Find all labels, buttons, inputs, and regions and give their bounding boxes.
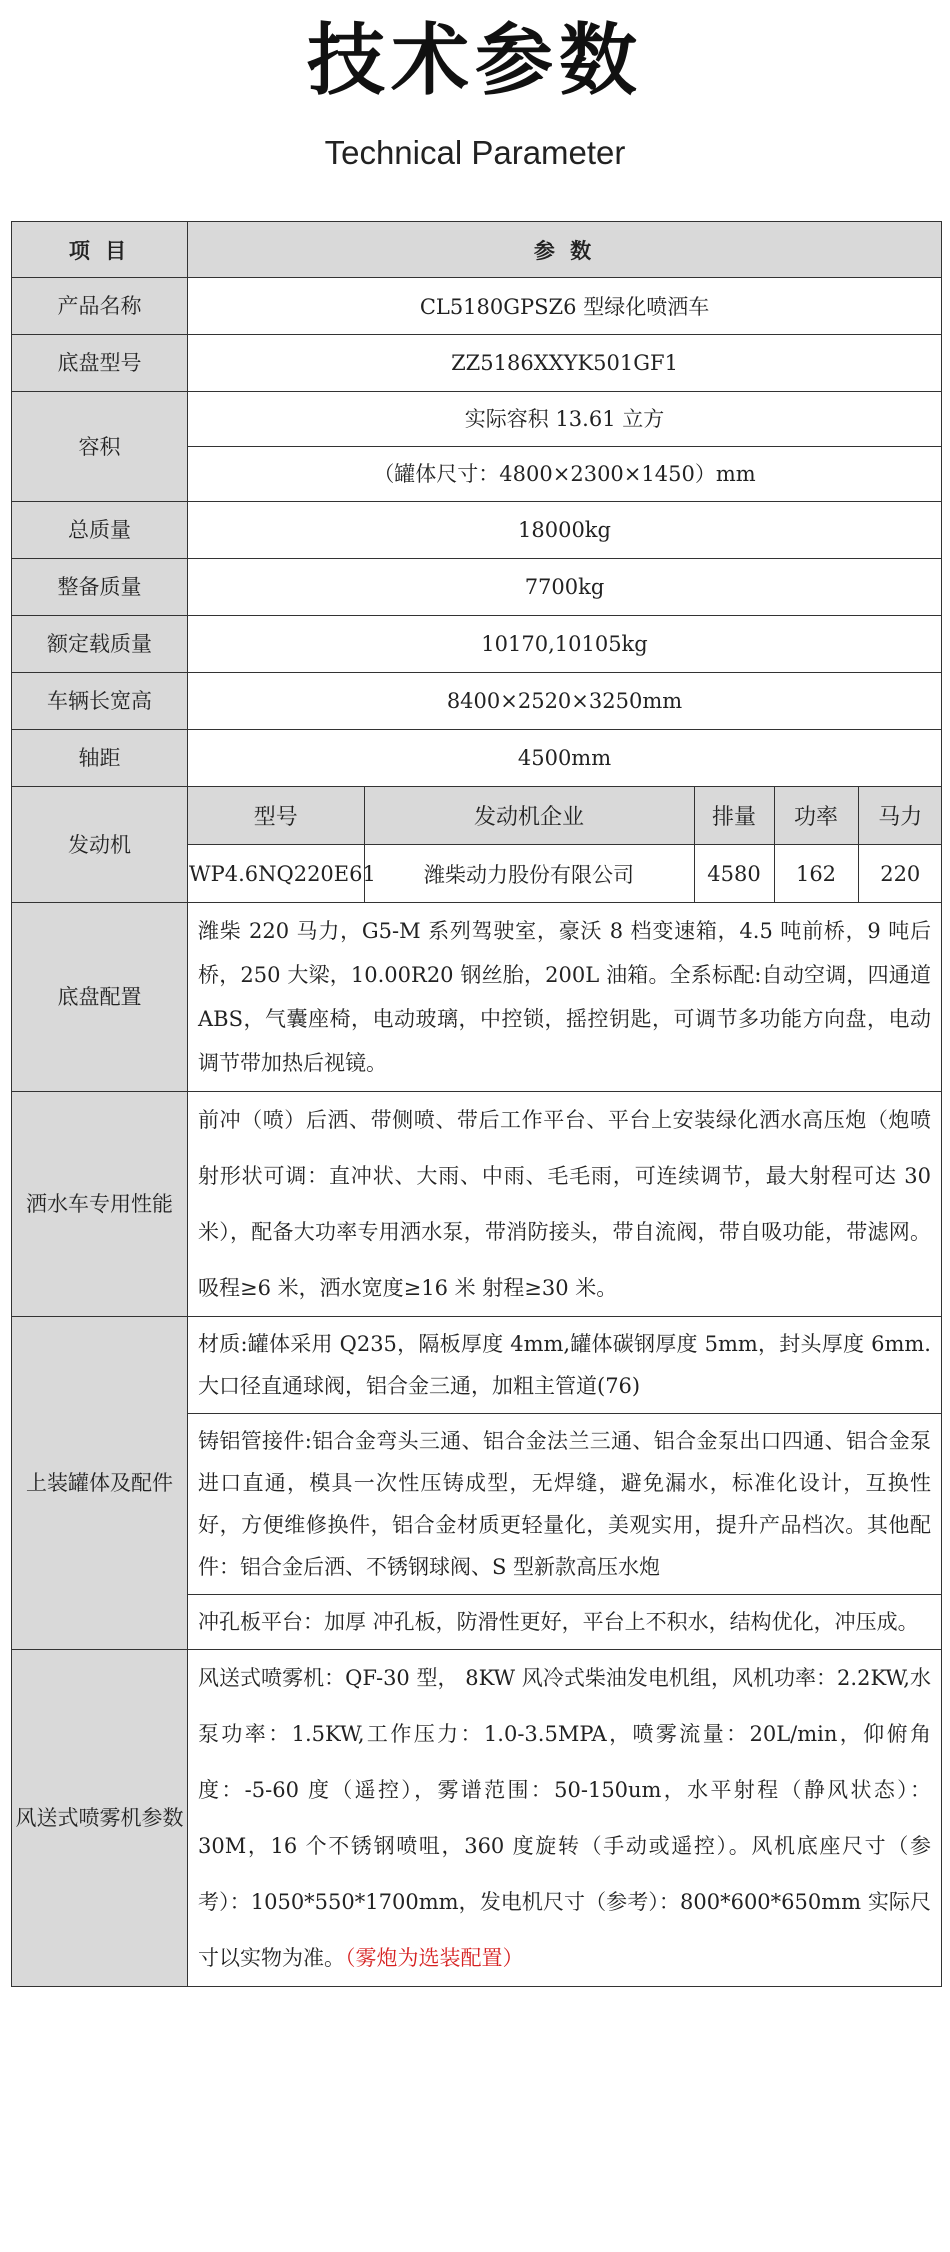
row-value: 10170,10105kg <box>188 616 942 673</box>
row-label: 轴距 <box>12 730 188 787</box>
tank-fittings <box>188 1413 941 1594</box>
header-value: 参 数 <box>188 222 942 278</box>
table-row <box>12 673 942 730</box>
tank-fittings-text: 铸铝管接件:铝合金弯头三通、铝合金法兰三通、铝合金泵出口四通、铝合金泵进口直通，模具一次性压铸成型，无焊缝，避免漏水，标准化设计，互换性好，方便维修换件，铝合金材质更轻量化，美观实用，提升产品档次。其他配件：铝合金后洒、不锈钢球阀、S 型新款高压水炮 <box>198 1429 931 1579</box>
row-value <box>188 392 942 502</box>
header-item: 项 目 <box>12 222 188 278</box>
page-header <box>0 0 950 215</box>
spec-table <box>11 221 942 1987</box>
engine-subtable <box>188 787 942 902</box>
tank-material-text: 材质:罐体采用 Q235，隔板厚度 4mm,罐体碳钢厚度 5mm，封头厚度 6mm.大口径直通球阀，铝合金三通，加粗主管道(76) <box>198 1332 931 1398</box>
engine-model: WP4.6NQ220E61 <box>188 845 364 903</box>
row-label: 车辆长宽高 <box>12 673 188 730</box>
engine-header-cell: 马力 <box>858 787 942 845</box>
page-subtitle: Technical Parameter <box>324 134 626 171</box>
engine-header-cell: 型号 <box>188 787 364 845</box>
page-title: 技术参数 <box>306 16 643 106</box>
volume-value: 实际容积 13.61 立方 <box>464 407 665 431</box>
optional-note: （雾炮为选装配置） <box>345 1946 524 1970</box>
sprinkler-row <box>12 1092 942 1317</box>
table-header-row <box>12 222 942 278</box>
row-value: 7700kg <box>188 559 942 616</box>
engine-maker: 潍柴动力股份有限公司 <box>364 845 694 903</box>
mist-label: 风送式喷雾机参数 <box>12 1650 188 1987</box>
mist-text: 风送式喷雾机：QF-30 型， 8KW 风冷式柴油发电机组，风机功率：2.2KW,水泵功率：1.5KW,工作压力：1.0-3.5MPA，喷雾流量：20L/min，仰俯角度：-5-60 度（遥控），雾谱范围：50-150um，水平射程（静风状态）：30M，16 个不锈钢喷咀，360 度旋转（手动或遥控）。风机底座尺寸（参考）：1050*550*1700mm，发电机尺寸（参考）：800*600*650mm 实际尺寸以实物为准。 <box>198 1666 931 1970</box>
engine-header-cell: 排量 <box>694 787 774 845</box>
mist-row <box>12 1650 942 1987</box>
engine-header-row <box>188 787 942 845</box>
mist-cell <box>188 1650 942 1987</box>
table-row <box>12 559 942 616</box>
chassis-text: 潍柴 220 马力，G5-M 系列驾驶室，豪沃 8 档变速箱，4.5 吨前桥，9 吨后桥，250 大梁，10.00R20 钢丝胎，200L 油箱。全系标配:自动空调，四通道 ABS，气囊座椅，电动玻璃，中控锁，摇控钥匙，可调节多功能方向盘，电动调节带加热后视镜。 <box>198 919 931 1075</box>
engine-header-cell: 发动机企业 <box>364 787 694 845</box>
table-row <box>12 730 942 787</box>
engine-cell <box>188 787 942 903</box>
row-label: 底盘型号 <box>12 335 188 392</box>
engine-label: 发动机 <box>12 787 188 903</box>
row-value: 4500mm <box>188 730 942 787</box>
tank-platform <box>188 1594 941 1649</box>
tank-platform-text: 冲孔板平台：加厚 冲孔板，防滑性更好，平台上不积水，结构优化，冲压成。 <box>198 1610 919 1634</box>
sprinkler-text: 前冲（喷）后洒、带侧喷、带后工作平台、平台上安装绿化洒水高压炮（炮喷射形状可调：直冲状、大雨、中雨、毛毛雨，可连续调节，最大射程可达 30 米），配备大功率专用洒水泵，带消防接头，带自流阀，带自吸功能，带滤网。吸程≥6 米，洒水宽度≥16 米 射程≥30 米。 <box>198 1108 931 1300</box>
row-label: 额定载质量 <box>12 616 188 673</box>
table-row <box>12 278 942 335</box>
engine-displacement: 4580 <box>694 845 774 903</box>
row-value: CL5180GPSZ6 型绿化喷洒车 <box>188 278 942 335</box>
row-value: 18000kg <box>188 502 942 559</box>
chassis-row <box>12 903 942 1092</box>
chassis-cell <box>188 903 942 1092</box>
row-label: 整备质量 <box>12 559 188 616</box>
table-row <box>12 616 942 673</box>
engine-horsepower: 220 <box>858 845 942 903</box>
tank-label: 上装罐体及配件 <box>12 1317 188 1650</box>
engine-value-row <box>188 845 942 903</box>
spec-table-wrapper <box>11 221 941 1987</box>
engine-row <box>12 787 942 903</box>
table-row <box>12 392 942 502</box>
tank-size-value: （罐体尺寸：4800×2300×1450）mm <box>188 446 941 501</box>
row-label: 总质量 <box>12 502 188 559</box>
chassis-label: 底盘配置 <box>12 903 188 1092</box>
table-row <box>12 502 942 559</box>
tank-material <box>188 1317 941 1413</box>
engine-header-cell: 功率 <box>774 787 858 845</box>
row-label: 产品名称 <box>12 278 188 335</box>
sprinkler-label: 洒水车专用性能 <box>12 1092 188 1317</box>
row-label: 容积 <box>12 392 188 502</box>
row-value: 8400×2520×3250mm <box>188 673 942 730</box>
tank-row <box>12 1317 942 1650</box>
sprinkler-cell <box>188 1092 942 1317</box>
tank-cell <box>188 1317 942 1650</box>
row-value: ZZ5186XXYK501GF1 <box>188 335 942 392</box>
mist-text-block <box>188 1650 941 1986</box>
engine-power: 162 <box>774 845 858 903</box>
table-row <box>12 335 942 392</box>
